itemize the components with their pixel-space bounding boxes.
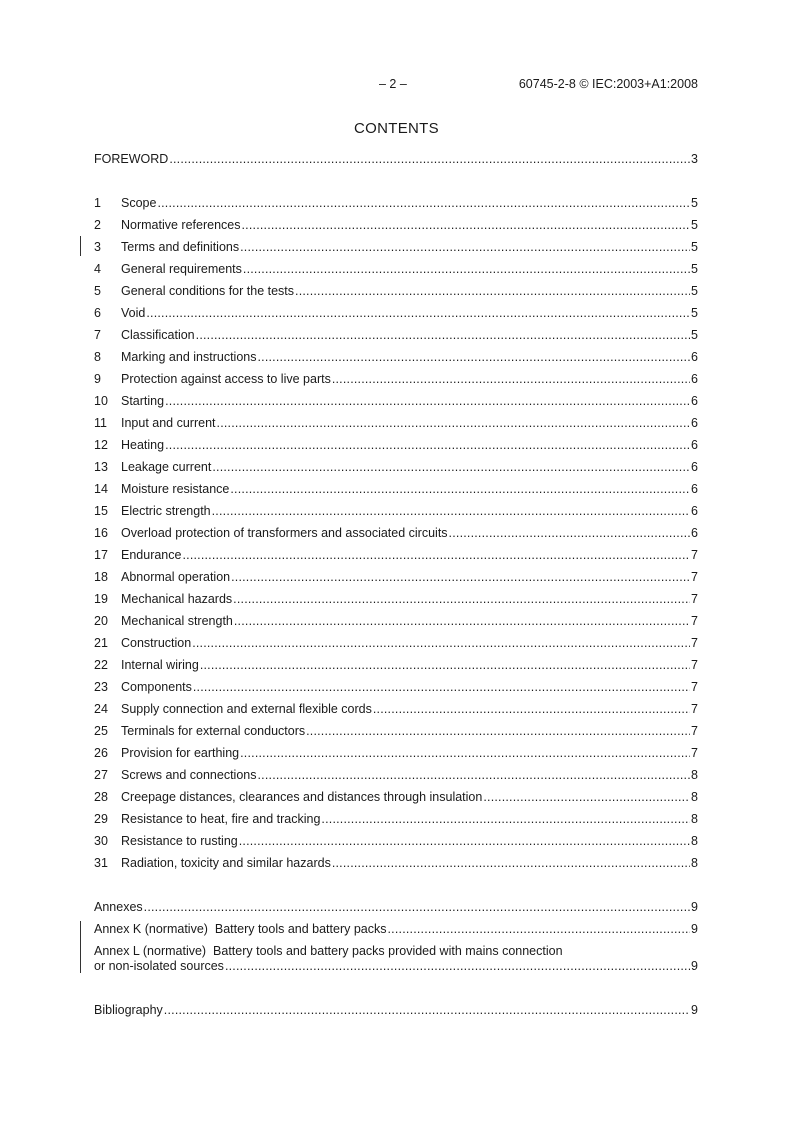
toc-entry-title: Overload protection of transformers and associated circuits [121, 526, 448, 540]
toc-entry-page: 6 [691, 526, 698, 540]
toc-entry-title: Input and current [121, 416, 216, 430]
toc-entry[interactable] [94, 481, 698, 497]
toc-entry[interactable] [94, 657, 698, 673]
toc-entry-number: 28 [94, 790, 108, 804]
toc-entry[interactable] [94, 437, 698, 453]
toc-entry-title: Provision for earthing [121, 746, 240, 760]
toc-entry-title: Starting [121, 394, 165, 408]
toc-entry-title: Screws and connections [121, 768, 257, 782]
toc-entry-page: 9 [691, 1003, 698, 1017]
toc-entry-number: 14 [94, 482, 108, 496]
toc-entry-page: 7 [691, 658, 698, 672]
toc-entry-title: Creepage distances, clearances and distances through insulation [121, 790, 483, 804]
dot-leader [225, 958, 690, 974]
toc-entry-title: Resistance to heat, fire and tracking [121, 812, 321, 826]
toc-entry-title: Classification [121, 328, 195, 342]
toc-entry-number: 3 [94, 240, 101, 254]
toc-entry-title: Heating [121, 438, 165, 452]
toc-entry-number: 26 [94, 746, 108, 760]
toc-entry-number: 7 [94, 328, 101, 342]
dot-leader [257, 349, 690, 365]
toc-entry-page: 7 [691, 724, 698, 738]
toc-entry-number: 27 [94, 768, 108, 782]
toc-entry[interactable] [94, 767, 698, 783]
toc-entry-page: 5 [691, 240, 698, 254]
dot-leader [373, 701, 690, 717]
toc-entry-number: 19 [94, 592, 108, 606]
dot-leader [196, 327, 690, 343]
change-bar [80, 921, 81, 973]
toc-entry-page: 6 [691, 416, 698, 430]
page-number: – 2 – [379, 77, 407, 91]
toc-entry[interactable] [94, 239, 698, 255]
toc-entry[interactable] [94, 415, 698, 431]
toc-entry-title: Construction [121, 636, 192, 650]
toc-entry-number: 25 [94, 724, 108, 738]
toc-entry-title: Annex K (normative) Battery tools and battery packs [94, 922, 387, 936]
toc-entry-annex-k[interactable] [94, 921, 698, 937]
toc-entry-page: 6 [691, 460, 698, 474]
toc-entry-page: 9 [691, 922, 698, 936]
dot-leader [212, 459, 690, 475]
toc-entry-page: 7 [691, 570, 698, 584]
toc-entry-number: 12 [94, 438, 108, 452]
toc-entry-page: 5 [691, 284, 698, 298]
toc-entry-number: 21 [94, 636, 108, 650]
toc-entry-title: Abnormal operation [121, 570, 231, 584]
toc-entry-page: 9 [691, 900, 698, 914]
toc-entry-annexes[interactable] [94, 899, 698, 915]
dot-leader [321, 811, 690, 827]
toc-entry-number: 1 [94, 196, 101, 210]
toc-entry-title: Annexes [94, 900, 143, 914]
toc-entry-title: Terms and definitions [121, 240, 240, 254]
dot-leader [233, 591, 690, 607]
toc-entry[interactable] [94, 547, 698, 563]
dot-leader [332, 371, 690, 387]
toc-entry-number: 22 [94, 658, 108, 672]
toc-entry-title: FOREWORD [94, 152, 169, 166]
toc-entry-page: 7 [691, 680, 698, 694]
dot-leader [449, 525, 691, 541]
toc-entry-title: Normative references [121, 218, 241, 232]
toc-entry[interactable] [94, 305, 698, 321]
toc-entry-title: or non-isolated sources [94, 959, 224, 973]
dot-leader [182, 547, 690, 563]
dot-leader [146, 305, 690, 321]
toc-entry-title: Components [121, 680, 192, 694]
toc-entry[interactable] [94, 789, 698, 805]
dot-leader [234, 613, 690, 629]
toc-entry-page: 7 [691, 746, 698, 760]
dot-leader [144, 899, 690, 915]
dot-leader [258, 767, 691, 783]
toc-entry[interactable] [94, 349, 698, 365]
toc-entry-number: 23 [94, 680, 108, 694]
toc-entry-annex-l-line1[interactable]: Annex L (normative) Battery tools and battery packs provided with mains connection [94, 944, 563, 958]
toc-entry-page: 8 [691, 834, 698, 848]
toc-entry-title: Resistance to rusting [121, 834, 238, 848]
toc-entry-page: 6 [691, 438, 698, 452]
toc-entry-title: Marking and instructions [121, 350, 257, 364]
toc-entry-title: Internal wiring [121, 658, 199, 672]
toc-entry-annex-l[interactable] [94, 958, 698, 974]
toc-entry-page: 8 [691, 856, 698, 870]
toc-entry-title: Radiation, toxicity and similar hazards [121, 856, 331, 870]
toc-entry-number: 8 [94, 350, 101, 364]
change-bar [80, 236, 81, 256]
toc-entry-number: 31 [94, 856, 108, 870]
contents-title: CONTENTS [354, 120, 439, 137]
toc-entry-page: 6 [691, 372, 698, 386]
toc-entry-page: 8 [691, 790, 698, 804]
toc-entry-number: 10 [94, 394, 108, 408]
toc-entry[interactable] [94, 811, 698, 827]
toc-entry[interactable] [94, 261, 698, 277]
toc-entry-number: 20 [94, 614, 108, 628]
toc-entry-page: 7 [691, 592, 698, 606]
toc-entry-number: 2 [94, 218, 101, 232]
toc-entry[interactable] [94, 371, 698, 387]
dot-leader [164, 1002, 690, 1018]
toc-entry-title: Electric strength [121, 504, 211, 518]
toc-entry[interactable] [94, 723, 698, 739]
dot-leader [483, 789, 690, 805]
toc-entry[interactable] [94, 459, 698, 475]
dot-leader [169, 151, 690, 167]
toc-entry-page: 5 [691, 328, 698, 342]
toc-entry-bibliography[interactable] [94, 1002, 698, 1018]
toc-entry-page: 9 [691, 959, 698, 973]
toc-entry-page: 5 [691, 306, 698, 320]
dot-leader [295, 283, 690, 299]
toc-entry-number: 5 [94, 284, 101, 298]
dot-leader [242, 217, 691, 233]
page-header [0, 77, 793, 93]
dot-leader [240, 239, 690, 255]
toc-entry[interactable] [94, 745, 698, 761]
toc-entry-title: Endurance [121, 548, 182, 562]
toc-entry-page: 8 [691, 768, 698, 782]
toc-entry[interactable] [94, 613, 698, 629]
toc-entry-page: 5 [691, 262, 698, 276]
toc-entry-title: General requirements [121, 262, 242, 276]
toc-entry[interactable] [94, 503, 698, 519]
toc-entry[interactable] [94, 393, 698, 409]
dot-leader [165, 393, 690, 409]
toc-entry[interactable] [94, 679, 698, 695]
toc-entry-number: 15 [94, 504, 108, 518]
toc-entry-number: 16 [94, 526, 108, 540]
toc-entry-page: 7 [691, 636, 698, 650]
toc-entry[interactable] [94, 833, 698, 849]
dot-leader [240, 745, 690, 761]
dot-leader [165, 437, 690, 453]
toc-entry-page: 6 [691, 394, 698, 408]
toc-entry[interactable] [94, 591, 698, 607]
toc-entry-title: Moisture resistance [121, 482, 230, 496]
toc-entry[interactable] [94, 855, 698, 871]
toc-entry-number: 6 [94, 306, 101, 320]
toc-entry-title: Mechanical hazards [121, 592, 233, 606]
toc-entry-number: 11 [94, 416, 107, 430]
toc-entry-page: 7 [691, 702, 698, 716]
toc-entry[interactable] [94, 635, 698, 651]
toc-entry-title: Void [121, 306, 146, 320]
toc-entry[interactable] [94, 525, 698, 541]
dot-leader [239, 833, 690, 849]
toc-entry-number: 13 [94, 460, 108, 474]
dot-leader [157, 195, 690, 211]
toc-entry-page: 7 [691, 614, 698, 628]
toc-entry-number: 17 [94, 548, 108, 562]
toc-entry[interactable] [94, 701, 698, 717]
toc-entry-page: 5 [691, 218, 698, 232]
dot-leader [231, 569, 690, 585]
dot-leader [212, 503, 690, 519]
toc-entry[interactable] [94, 327, 698, 343]
toc-entry-title: General conditions for the tests [121, 284, 295, 298]
toc-entry-title: Mechanical strength [121, 614, 233, 628]
toc-entry-number: 30 [94, 834, 108, 848]
toc-entry-page: 5 [691, 196, 698, 210]
document-reference: 60745-2-8 © IEC:2003+A1:2008 [518, 77, 698, 91]
dot-leader [230, 481, 690, 497]
toc-entry-title: Scope [121, 196, 157, 210]
toc-entry-title: Terminals for external conductors [121, 724, 306, 738]
dot-leader [243, 261, 690, 277]
toc-entry-title: Bibliography [94, 1003, 163, 1017]
toc-entry-page: 6 [691, 350, 698, 364]
toc-entry[interactable] [94, 569, 698, 585]
toc-entry-page: 6 [691, 504, 698, 518]
dot-leader [200, 657, 690, 673]
dot-leader [306, 723, 690, 739]
toc-entry-number: 29 [94, 812, 108, 826]
toc-entry-page: 6 [691, 482, 698, 496]
toc-entry-number: 18 [94, 570, 108, 584]
toc-entry-page: 8 [691, 812, 698, 826]
toc-entry[interactable] [94, 283, 698, 299]
dot-leader [388, 921, 691, 937]
dot-leader [193, 679, 690, 695]
dot-leader [332, 855, 690, 871]
toc-entry-number: 9 [94, 372, 101, 386]
toc-entry-page: 7 [691, 548, 698, 562]
toc-entry[interactable] [94, 195, 698, 211]
dot-leader [192, 635, 690, 651]
toc-entry-number: 4 [94, 262, 101, 276]
toc-entry[interactable] [94, 217, 698, 233]
toc-entry-page: 3 [691, 152, 698, 166]
toc-entry-number: 24 [94, 702, 108, 716]
toc-entry-title: Protection against access to live parts [121, 372, 331, 386]
toc-entry-title: Leakage current [121, 460, 212, 474]
dot-leader [217, 415, 691, 431]
toc-entry-foreword[interactable] [94, 151, 698, 167]
toc-entry-title: Supply connection and external flexible cords [121, 702, 372, 716]
